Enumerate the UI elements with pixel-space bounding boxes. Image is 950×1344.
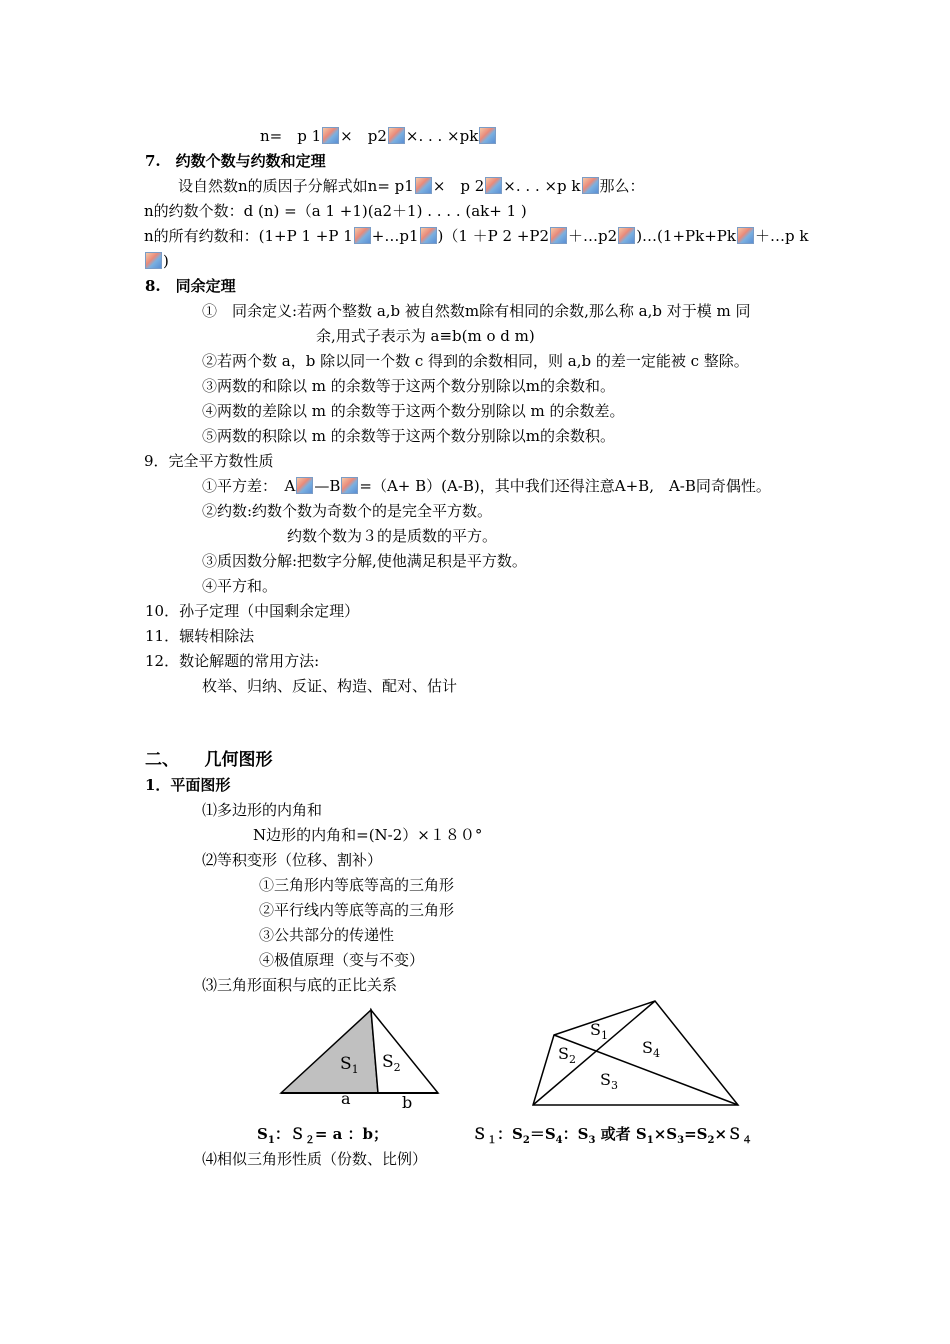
square-divisors: ②约数:约数个数为奇数个的是完全平方数。	[202, 502, 493, 520]
label-s2: $S_2$	[382, 1052, 401, 1074]
equal-area-item-4: ④极值原理（变与不变）	[259, 951, 425, 969]
chapter-2-heading: 二、 几何图形	[145, 750, 273, 770]
congruence-rule-3: ③两数的和除以 m 的余数等于这两个数分别除以m的余数和。	[202, 377, 615, 395]
square-difference: ①平方差： A —B =（A+ B）(A-B)，其中我们还得注意A+B, A-B同奇偶性。	[202, 477, 771, 495]
section-12-title: 12．数论解题的常用方法:	[145, 652, 320, 670]
triangle-ratio-figure	[278, 1005, 448, 1115]
divisor-count-formula: n的约数个数：d (n) =（a 1 +1)(a2＋1) . . . . (ak+ 1 )	[144, 202, 527, 220]
exponent-image-icon	[550, 227, 567, 244]
section-11-title: 11．辗转相除法	[145, 627, 255, 645]
polygon-angle-title: ⑴多边形的内角和	[202, 801, 323, 819]
exponent-image-icon	[296, 477, 313, 494]
exponent-image-icon	[354, 227, 371, 244]
label-s3: $S_3$	[600, 1070, 618, 1092]
equal-area-item-2: ②平行线内等底等高的三角形	[259, 901, 455, 919]
area-ratio-title: ⑶三角形面积与底的正比关系	[202, 976, 398, 994]
exponent-image-icon	[479, 127, 496, 144]
similar-triangles-title: ⑷相似三角形性质（份数、比例）	[202, 1150, 428, 1168]
subsection-1-title: 1．平面图形	[145, 776, 231, 794]
equal-area-title: ⑵等积变形（位移、割补）	[202, 851, 383, 869]
equal-area-item-3: ③公共部分的传递性	[259, 926, 395, 944]
label-b: b	[402, 1093, 413, 1112]
exponent-image-icon	[145, 252, 162, 269]
divisor-intro: 设自然数n的质因子分解式如n= p1 × p 2 ×. . . ×p k 那么：	[178, 177, 645, 195]
label-s2: $S_2$	[558, 1044, 576, 1066]
ratio-formula-1: $S_1$：Ｓ$_2$= a ：b；	[257, 1125, 389, 1146]
exponent-image-icon	[420, 227, 437, 244]
formula-n-factorization: n= p 1 × p2 ×. . . ×pk	[260, 126, 497, 146]
section-10-title: 10．孙子定理（中国剩余定理）	[145, 602, 360, 620]
label-s1: $S_1$	[590, 1020, 608, 1042]
equal-area-item-1: ①三角形内等底等高的三角形	[259, 876, 455, 894]
congruence-rule-4: ④两数的差除以 m 的余数等于这两个数分别除以 m 的余数差。	[202, 402, 625, 420]
square-sum: ④平方和。	[202, 577, 278, 595]
section-9-title: 9．完全平方数性质	[144, 452, 274, 470]
section-8-title: 8. 同余定理	[145, 277, 236, 295]
polygon-angle-formula: N边形的内角和=(N-2）×１８０°	[253, 826, 483, 844]
exponent-image-icon	[341, 477, 358, 494]
methods-list: 枚举、归纳、反证、构造、配对、估计	[202, 677, 458, 695]
exponent-image-icon	[388, 127, 405, 144]
square-factorization: ③质因数分解:把数字分解,使他满足积是平方数。	[202, 552, 527, 570]
exponent-image-icon	[322, 127, 339, 144]
exponent-image-icon	[415, 177, 432, 194]
triangle-s1-shaded	[281, 1010, 378, 1093]
congruence-rule-5: ⑤两数的积除以 m 的余数等于这两个数分别除以m的余数积。	[202, 427, 615, 445]
congruence-definition-cont: 余,用式子表示为 a≡b(m o d m)	[316, 327, 535, 345]
section-7-title: 7. 约数个数与约数和定理	[145, 152, 326, 170]
exponent-image-icon	[737, 227, 754, 244]
ratio-formula-2: Ｓ$_1$：$S_2=S_4$：$S_3$ 或者 $S_1\times S_3=S_2\times S_4$	[472, 1125, 753, 1146]
label-a: a	[341, 1089, 351, 1108]
exponent-image-icon	[618, 227, 635, 244]
congruence-rule-2: ②若两个数 a，b 除以同一个数 c 得到的余数相同，则 a,b 的差一定能被 c 整除。	[202, 352, 749, 370]
divisor-sum-formula: n的所有约数和：(1+P 1 +P 1 +…p1 )（1 ＋P 2 +P2 ＋…p2 )…(1+Pk+Pk ＋…p k	[144, 227, 809, 245]
label-s1: $S_1$	[340, 1054, 359, 1076]
exponent-image-icon	[582, 177, 599, 194]
quadrilateral-ratio-figure	[528, 995, 743, 1110]
exponent-image-icon	[485, 177, 502, 194]
label-s4: $S_4$	[642, 1038, 660, 1060]
divisor-sum-formula-cont: )	[144, 251, 169, 271]
congruence-definition: ① 同余定义:若两个整数 a,b 被自然数m除有相同的余数,那么称 a,b 对于模 m 同	[202, 302, 751, 320]
square-divisors-cont: 约数个数为３的是质数的平方。	[287, 527, 498, 545]
